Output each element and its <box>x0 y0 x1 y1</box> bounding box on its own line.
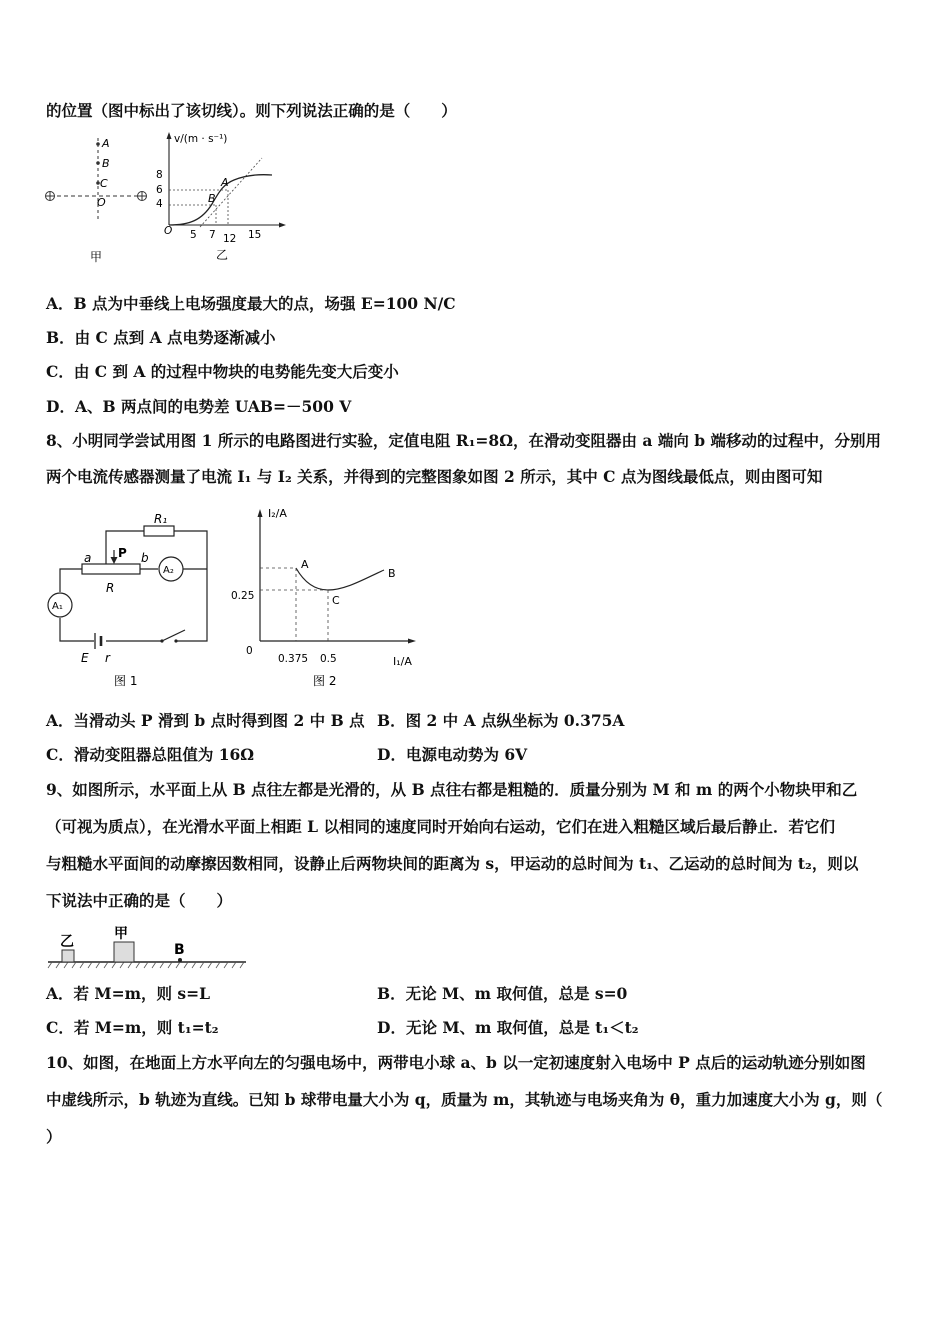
yi-origin: O <box>164 225 173 237</box>
q8-option-b: B．图 2 中 A 点纵坐标为 0.375A <box>377 711 625 730</box>
q8-stem-line-2: 两个电流传感器测量了电流 I₁ 与 I₂ 关系，并得到的完整图象如图 2 所示，其中 C 点为图线最低点，则由图可知 <box>46 467 823 486</box>
jia-label-o: O <box>97 196 106 209</box>
fig2-xtick-05: 0.5 <box>320 653 337 665</box>
fig2-ylabel: I₂/A <box>268 507 287 520</box>
yi-point-a: A <box>221 176 229 189</box>
yi-caption: 乙 <box>216 248 229 262</box>
fig1-caption: 图 1 <box>114 674 138 688</box>
fig2-point-b: B <box>388 567 396 580</box>
q9-stem-line-1: 9、如图所示，水平面上从 B 点往左都是光滑的，从 B 点往右都是粗糙的．质量分别为 M 和 m 的两个小物块甲和乙 <box>46 780 858 799</box>
fig1-label-p: P <box>118 546 127 560</box>
yi-xtick-12: 12 <box>223 233 237 245</box>
q8-stem-line-1: 8、小明同学尝试用图 1 所示的电路图进行实验，定值电阻 R₁=8Ω，在滑动变阻器由 a 端向 b 端移动的过程中，分别用 <box>46 431 881 450</box>
fig2-point-a: A <box>301 558 309 571</box>
q9-option-a: A．若 M=m，则 s=L <box>46 984 210 1003</box>
fig1-label-a1: A₁ <box>52 601 63 612</box>
block-jia <box>114 942 134 962</box>
fig1-label-b: b <box>141 551 149 565</box>
q8-figure-2-graph <box>228 500 428 695</box>
fig2-xtick-0375: 0.375 <box>278 653 309 665</box>
jia-label-c: C <box>100 177 108 190</box>
q10-stem-line-2: 中虚线所示，b 轨迹为直线。已知 b 球带电量大小为 q，质量为 m，其轨迹与电场夹角为 θ，重力加速度大小为 g，则（ <box>46 1090 883 1109</box>
yi-ytick-8: 8 <box>156 169 163 181</box>
q8-option-a: A．当滑动头 P 滑到 b 点时得到图 2 中 B 点 <box>46 711 365 730</box>
fig2-xlabel: I₁/A <box>393 655 412 668</box>
q9-stem-line-3: 与粗糙水平面间的动摩擦因数相同，设静止后两物块间的距离为 s，甲运动的总时间为 t₁、乙运动的总时间为 t₂，则以 <box>46 854 859 873</box>
q9-label-jia: 甲 <box>114 926 128 942</box>
yi-xtick-15: 15 <box>248 229 262 241</box>
q9-option-c: C．若 M=m，则 t₁=t₂ <box>46 1018 219 1037</box>
jia-caption: 甲 <box>90 250 103 264</box>
fig1-label-r1: R₁ <box>154 512 168 526</box>
q7-figure-yi <box>150 128 290 270</box>
fig1-label-e: E <box>81 651 89 665</box>
fig1-label-a2: A₂ <box>163 565 174 576</box>
q9-option-b: B．无论 M、m 取何值，总是 s=0 <box>377 984 628 1003</box>
yi-xtick-7: 7 <box>209 229 216 241</box>
fig1-label-a: a <box>84 551 92 565</box>
q9-stem-line-4: 下说法中正确的是（ ） <box>46 891 233 910</box>
fig2-caption: 图 2 <box>313 674 337 688</box>
block-yi <box>62 950 74 962</box>
fig2-point-c: C <box>332 594 340 607</box>
q8-option-d: D．电源电动势为 6V <box>377 745 528 764</box>
q7-stem-tail: 的位置（图中标出了该切线）。则下列说法正确的是（ ） <box>46 101 457 120</box>
yi-ylabel: v/(m · s⁻¹) <box>174 133 228 145</box>
q9-option-d: D．无论 M、m 取何值，总是 t₁＜t₂ <box>377 1018 639 1037</box>
jia-label-a: A <box>102 137 110 150</box>
fig1-label-r-internal: r <box>105 651 110 665</box>
q10-stem-line-1: 10、如图，在地面上方水平向左的匀强电场中，两带电小球 a、b 以一定初速度射入电场中 P 点后的运动轨迹分别如图 <box>46 1053 866 1072</box>
q7-figure-jia <box>40 130 160 270</box>
yi-point-b: B <box>208 192 216 205</box>
jia-label-b: B <box>102 157 110 170</box>
q9-figure <box>44 920 254 975</box>
fig2-origin: 0 <box>246 645 253 657</box>
q7-option-a: A．B 点为中垂线上电场强度最大的点，场强 E=100 N/C <box>46 294 456 313</box>
q10-stem-line-3: ） <box>46 1127 62 1146</box>
yi-ytick-4: 4 <box>156 198 163 210</box>
q7-option-d: D．A、B 两点间的电势差 UAB=－500 V <box>46 397 352 416</box>
point-b <box>178 958 182 962</box>
q7-option-b: B．由 C 点到 A 点电势逐渐减小 <box>46 328 276 347</box>
q9-label-yi: 乙 <box>60 934 74 950</box>
q8-figure-1-circuit <box>44 505 219 695</box>
q9-stem-line-2: （可视为质点），在光滑水平面上相距 L 以相同的速度同时开始向右运动，它们在进入粗糙区域后最后静止．若它们 <box>46 817 835 836</box>
q8-option-c: C．滑动变阻器总阻值为 16Ω <box>46 745 255 764</box>
yi-xtick-5: 5 <box>190 229 197 241</box>
yi-ytick-6: 6 <box>156 184 163 196</box>
fig2-curve <box>296 568 384 590</box>
fig1-label-r: R <box>106 581 115 595</box>
fig2-ytick: 0.25 <box>231 590 255 602</box>
q9-label-b: B <box>174 942 185 958</box>
q7-option-c: C．由 C 到 A 的过程中物块的电势能先变大后变小 <box>46 362 399 381</box>
